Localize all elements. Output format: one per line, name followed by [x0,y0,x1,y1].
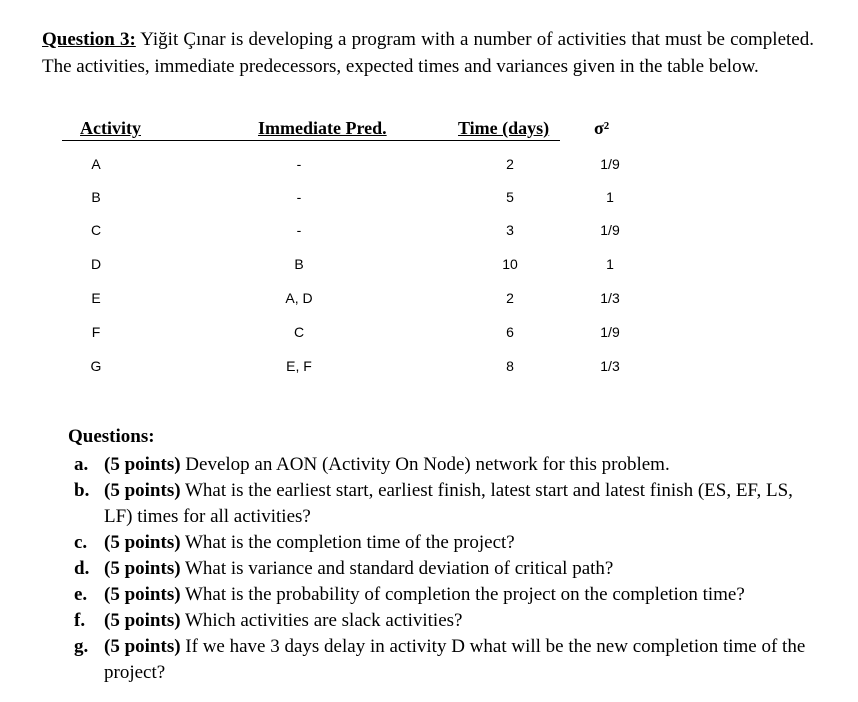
question-intro [42,26,814,80]
question-letter: b. [74,480,90,501]
cell-pred: - [296,156,302,172]
question-letter: d. [74,558,90,579]
cell-time: 5 [506,189,514,205]
cell-time: 8 [506,358,514,374]
question-points: (5 points) [104,454,181,475]
cell-activity: A [91,156,101,172]
cell-time: 6 [506,324,514,340]
cell-pred: B [294,256,304,272]
cell-activity: C [90,222,102,238]
header-activity: Activity [80,118,141,138]
header-rule [62,140,560,141]
cell-activity: D [90,256,102,272]
question-text: What is variance and standard deviation of critical path? [184,558,614,579]
question-body [104,478,808,530]
header-time: Time (days) [458,118,550,138]
question-letter: c. [74,532,88,553]
question-text: What is the earliest start, earliest finish, latest start and latest finish (ES, EF, LS, LF) times for all activities? [104,480,793,527]
question-text: What is the completion time of the project? [184,532,515,553]
question-points: (5 points) [104,636,181,657]
cell-activity: F [91,324,101,340]
question-letter: e. [74,584,88,605]
question-item [68,634,808,686]
question-text: Yiğit Çınar is developing a program with a number of activities that must be completed. The activities, immediate predecessors, expected times and variances given in the table below. [42,29,814,77]
cell-time: 2 [506,156,514,172]
question-label: Question 3: [42,29,136,50]
cell-variance: 1/3 [600,358,620,374]
question-points: (5 points) [104,480,181,501]
question-points: (5 points) [104,532,181,553]
cell-pred: - [296,222,302,238]
cell-variance: 1 [606,189,614,205]
cell-time: 3 [506,222,514,238]
cell-variance: 1/9 [600,156,620,172]
question-item [68,556,808,582]
question-text: Develop an AON (Activity On Node) network for this problem. [185,454,670,475]
cell-variance: 1/9 [600,324,620,340]
header-variance: σ² [594,118,610,138]
question-text: What is the probability of completion the project on the completion time? [184,584,745,605]
cell-variance: 1 [606,256,614,272]
question-letter: g. [74,636,89,657]
question-letter: a. [74,454,89,475]
cell-pred: A, D [285,290,313,306]
questions-section [68,424,808,686]
questions-title: Questions: [68,426,155,447]
question-text: If we have 3 days delay in activity D what will be the new completion time of the project? [104,636,806,683]
question-item [68,582,808,608]
question-body [104,608,808,634]
cell-variance: 1/3 [600,290,620,306]
question-item [68,608,808,634]
question-item [68,478,808,530]
question-item [68,530,808,556]
cell-time: 2 [506,290,514,306]
question-letter: f. [74,610,86,631]
question-text: Which activities are slack activities? [184,610,463,631]
question-points: (5 points) [104,610,181,631]
cell-variance: 1/9 [600,222,620,238]
cell-pred: C [293,324,305,340]
header-immediate-pred: Immediate Pred. [258,118,387,138]
cell-activity: B [91,189,101,205]
question-body [104,582,808,608]
question-body [104,634,808,686]
cell-activity: G [90,358,102,374]
cell-time: 10 [502,256,518,272]
question-points: (5 points) [104,558,181,579]
question-body [104,556,808,582]
cell-activity: E [91,290,101,306]
question-item [68,452,808,478]
question-body [104,530,808,556]
question-points: (5 points) [104,584,181,605]
question-body [104,452,808,478]
cell-pred: E, F [286,358,312,374]
cell-pred: - [296,189,302,205]
